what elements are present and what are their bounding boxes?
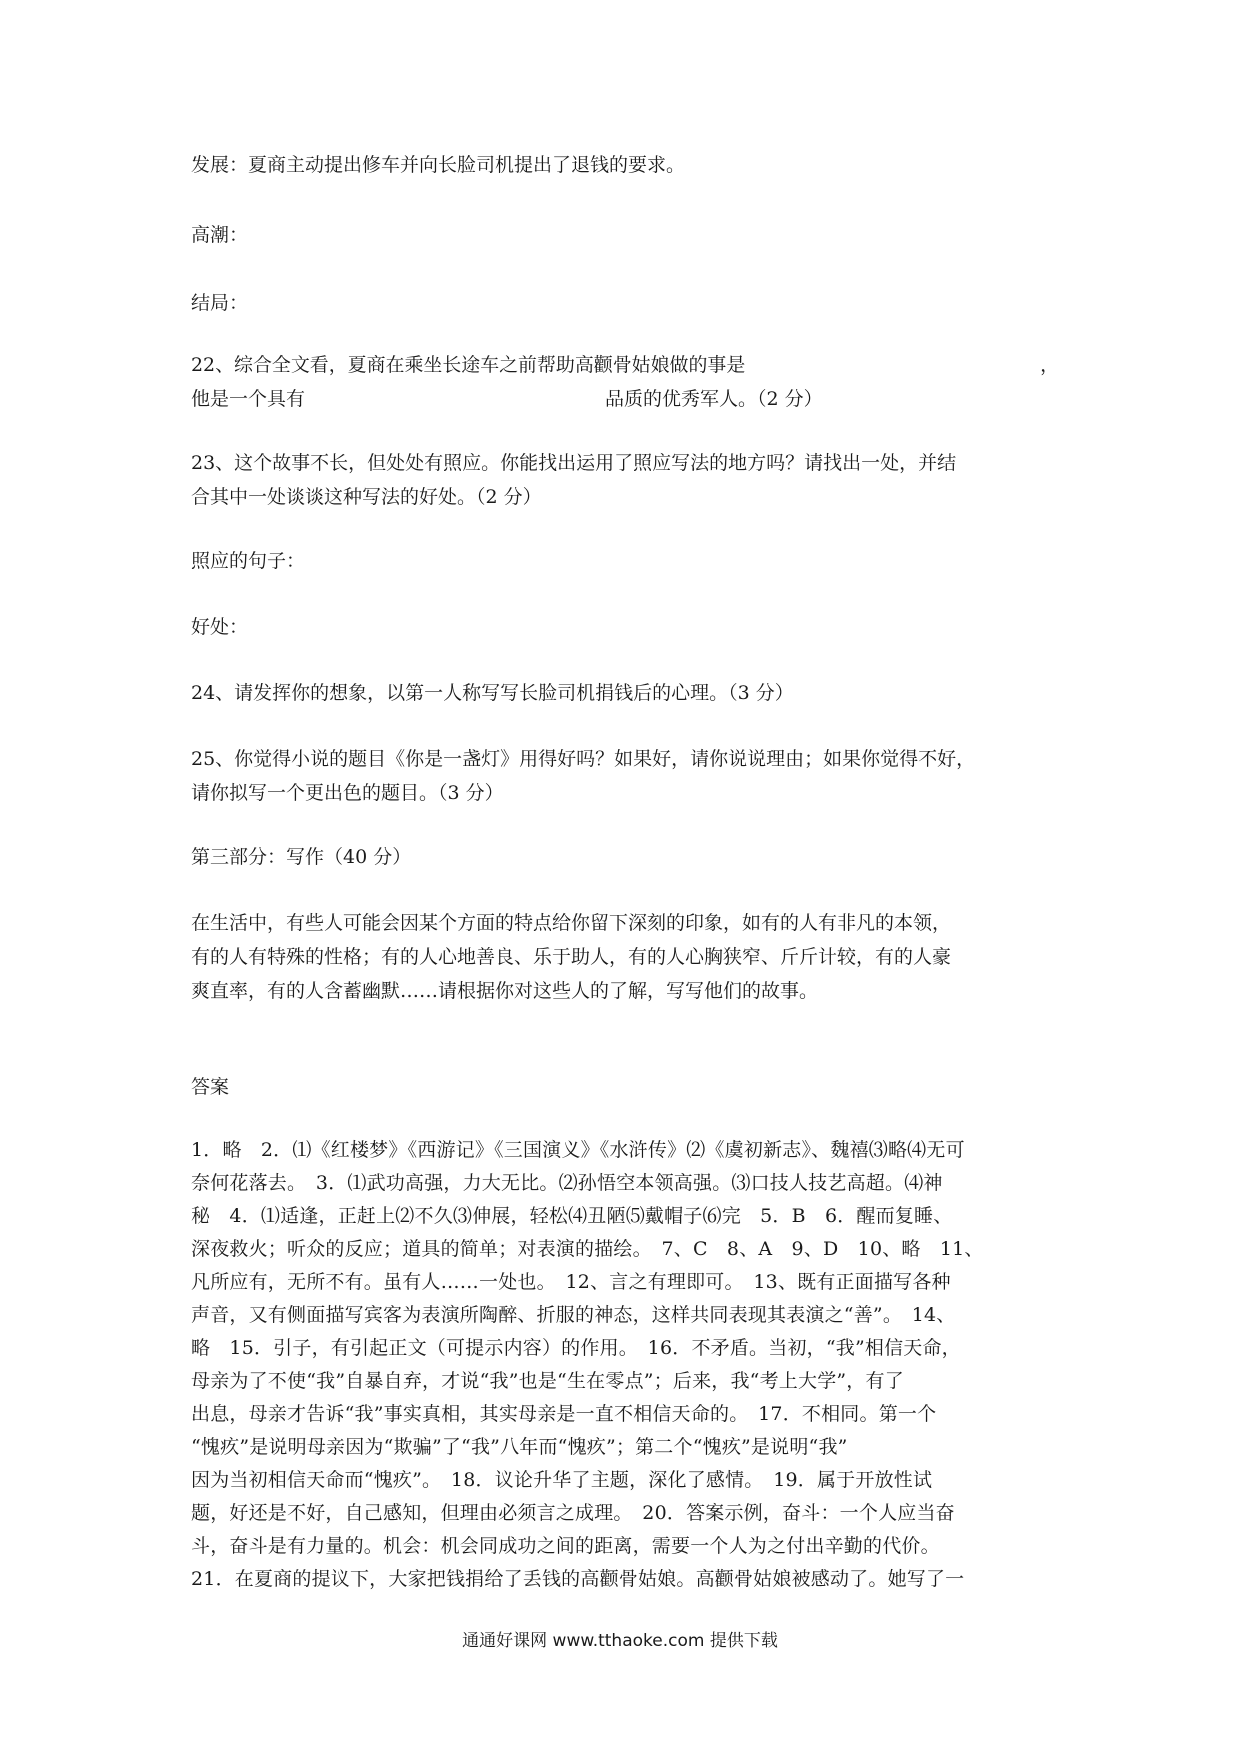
q22-text-c: 品质的优秀军人。（2 分） <box>605 388 823 410</box>
q23-line-1: 23、这个故事不长，但处处有照应。你能找出运用了照应写法的地方吗？请找出一处，并结 <box>191 452 957 474</box>
q22-line-2 <box>191 386 1059 412</box>
q25-line-2: 请你拟写一个更出色的题目。（3 分） <box>191 782 504 804</box>
answer-line: 略 15．引子，有引起正文（可提示内容）的作用。 16．不矛盾。当初，“我”相信天命， <box>191 1337 961 1359</box>
answer-line: 题，好还是不好，自己感知，但理由必须言之成理。 20．答案示例，奋斗：一个人应当奋 <box>191 1502 955 1524</box>
answer-line: 因为当初相信天命而“愧疚”。 18．议论升华了主题，深化了感情。 19．属于开放性试 <box>191 1469 933 1491</box>
answer-line: 母亲为了不使“我”自暴自弃，才说“我”也是“生在零点”；后来，我“考上大学”，有了 <box>191 1370 904 1392</box>
answer-line: 声音，又有侧面描写宾客为表演所陶醉、折服的神态，这样共同表现其表演之“善”。 14、 <box>191 1304 956 1326</box>
plot-development: 发展：夏商主动提出修车并向长脸司机提出了退钱的要求。 <box>191 154 686 176</box>
q23-line-2: 合其中一处谈谈这种写法的好处。（2 分） <box>191 486 542 508</box>
answer-line: 1．略 2．⑴《红楼梦》《西游记》《三国演义》《水浒传》⑵《虞初新志》、魏禧⑶略⑷无可 <box>191 1139 965 1161</box>
q24-line-1: 24、请发挥你的想象，以第一人称写写长脸司机捐钱后的心理。（3 分） <box>191 682 794 704</box>
answer-line: 21．在夏商的提议下，大家把钱捐给了丢钱的高颧骨姑娘。高颧骨姑娘被感动了。她写了一 <box>191 1568 965 1590</box>
part3-line-1: 在生活中，有些人可能会因某个方面的特点给你留下深刻的印象，如有的人有非凡的本领， <box>191 912 952 934</box>
page-footer: 通通好课网 www.tthaoke.com 提供下载 <box>462 1631 778 1651</box>
plot-climax: 高潮： <box>191 224 249 246</box>
answer-line: 斗，奋斗是有力量的。机会：机会同成功之间的距离，需要一个人为之付出辛勤的代价。 <box>191 1535 940 1557</box>
q23-sentence-label: 照应的句子： <box>191 550 306 572</box>
answer-line: 凡所应有，无所不有。虽有人……一处也。 12、言之有理即可。 13、既有正面描写各种 <box>191 1271 951 1293</box>
part3-line-3: 爽直率，有的人含蓄幽默……请根据你对这些人的了解，写写他们的故事。 <box>191 980 819 1002</box>
answer-line: 秘 4．⑴适逢，正赶上⑵不久⑶伸展，轻松⑷丑陋⑸戴帽子⑹完 5．B 6．醒而复睡、 <box>191 1205 953 1227</box>
part3-heading: 第三部分：写作（40 分） <box>191 846 412 868</box>
answer-line: “愧疚”是说明母亲因为“欺骗”了“我”八年而“愧疚”；第二个“愧疚”是说明“我” <box>191 1436 848 1458</box>
q22-line-1 <box>191 352 1060 378</box>
part3-line-2: 有的人有特殊的性格；有的人心地善良、乐于助人，有的人心胸狭窄、斤斤计较，有的人豪 <box>191 946 952 968</box>
answer-line: 奈何花落去。 3．⑴武功高强，力大无比。⑵孙悟空本领高强。⑶口技人技艺高超。⑷神 <box>191 1172 943 1194</box>
answer-line: 出息，母亲才告诉“我”事实真相，其实母亲是一直不相信天命的。 17．不相同。第一个 <box>191 1403 937 1425</box>
q22-comma: ， <box>1040 354 1060 376</box>
q25-line-1: 25、你觉得小说的题目《你是一盏灯》用得好吗？如果好，请你说说理由；如果你觉得不好， <box>191 748 976 770</box>
answers-heading: 答案 <box>191 1076 230 1098</box>
q22-text-a: 22、综合全文看，夏商在乘坐长途车之前帮助高颧骨姑娘做的事是 <box>191 354 746 376</box>
q22-text-b: 他是一个具有 <box>191 388 306 410</box>
q23-benefit-label: 好处： <box>191 616 249 638</box>
plot-ending: 结局： <box>191 292 249 314</box>
answer-line: 深夜救火；听众的反应；道具的简单；对表演的描绘。 7、C 8、A 9、D 10、略 11、 <box>191 1238 984 1260</box>
